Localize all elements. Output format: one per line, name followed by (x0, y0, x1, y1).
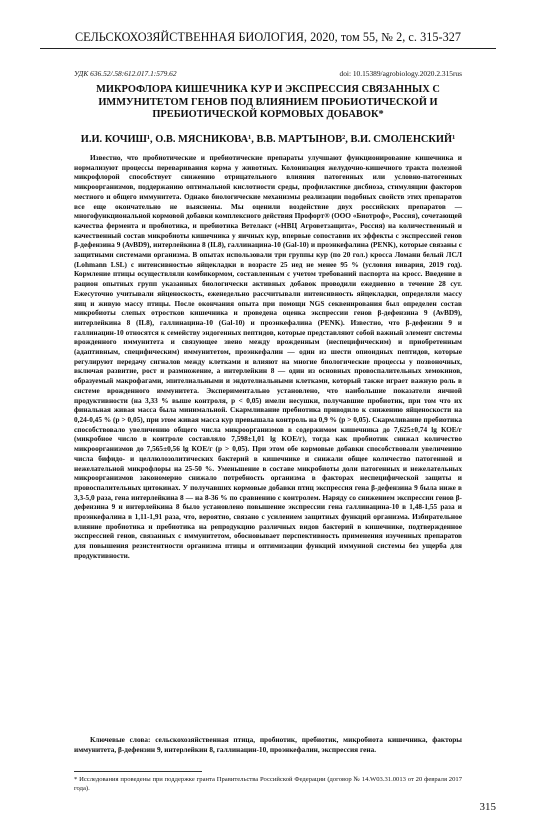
article-title: МИКРОФЛОРА КИШЕЧНИКА КУР И ЭКСПРЕССИЯ СВЯЗАННЫХ С ИММУНИТЕТОМ ГЕНОВ ПОД ВЛИЯНИЕМ ПРОБИОТИЧЕСКОЙ И ПРЕБИОТИЧЕСКОЙ КОРМОВЫХ ДОБАВОК* (96, 84, 440, 121)
footnote-rule (74, 771, 202, 772)
article-abstract: Известно, что пробиотические и пребиотические препараты улучшают функционирование кишечника и нормализуют процессы переваривания корма у животных. Колонизация желудочно-кишечного тракта полезной микрофлорой способствует снижению отрицательного влияния патогенных или условно-патогенных микроорганизмов, поддержанию оптимальной кислотности среды, профилактике дисбиоза, стимуляции факторов местного и общего иммунитета. Однако биологические механизмы реализации подобных свойств этих препаратов все еще окончательно не выяснены. Мы оценили воздействие двух российских препаратов — многофункциональной кормовой добавки комплексного действия Профорт® (ООО «Биотроф», Россия), сочетающей качества фермента и пробиотика, и пребиотика Ветелакт («НВЦ Агроветзащита», Россия) на количественный и качественный состав микробиоты кишечника у яичных кур, впервые сопоставив их эффекты с экспрессией генов β-дефензина 9 (AvBD9), интерлейкина 8 (IL8), галлинацина-10 (Gal-10) и проэнкефалина (PENK), которые связаны с защитными системами организма. В опытах использовали три группы кур (по 20 гол.) кросса Ломанн белый ЛСЛ (Lohmann LSL) с интенсивностью яйцекладки в возрасте 25 нед не менее 95 % (условия вивария, 2019 год). Кормление птицы осуществляли комбикормом, составленным с учетом требований паспорта на кросс. Введение в рацион опытных групп указанных биологически активных добавок проводили ежедневно в течение 28 сут. Ежесуточно учитывали яйценоскость, еженедельно рассчитывали интенсивность яйцекладки, определяли массу яиц и живую массу птицы. После окончания опыта при помощи NGS секвенирования был определен состав микробиоты слепых отростков кишечника и проведена оценка экспрессии генов β-дефензина 9 (AvBD9), интерлейкина 8 (IL8), галлинацина-10 (Gal-10) и проэнкефалина (PENK). Известно, что β-дефензин 9 и галлинацин-10 относятся к семейству эндогенных пептидов, которые представляют собой важный элемент системы врожденного иммунитета и связующее звено между врожденным (неспецифическим) и приобретенным (адаптивным, специфическим) иммунитетом, проэнкефалин — один из шести опиоидных пептидов, которые регулируют передачу сигналов между клетками и влияют на многие биологические процессы у позвоночных, включая развитие, рост и размножение, а интерлейкин 8 — один из основных провоспалительных хемокинов, образуемый макрофагами, эпителиальными и эндотелиальными клетками, который также играет важную роль в системе врожденного иммунитета. Экспериментально установлено, что наибольшие показатели яичной продуктивности (на 3,33 % выше контроля, р < 0,05) имели несушки, получавшие пробиотик, при том что их финальная живая масса была минимальной. Скармливание пребиотика приводило к снижению яйценоскости на 0,24-0,45 % (р > 0,05), при этом живая масса кур превышала контроль на 0,9 % (р > 0,05). Скармливание пребиотика способствовало увеличению общего числа микроорганизмов в содержимом кишечника до 7,625±0,74 lg КОЕ/г (микробное число в контроле составляло 7,598±1,01 lg КОЕ/г), тогда как пробиотик снижал количество микроорганизмов до 7,565±0,56 lg КОЕ/г (р > 0,05). При этом обе кормовые добавки способствовали увеличению числа бифидо- и целлюлозолитических бактерий в кишечнике и снижали общее количество патогенной и нежелательной микрофлоры на 25-50 %. Уменьшение в составе микробиоты доли патогенных и нежелательных микроорганизмов закономерно снижало потребность организма в факторах неспецифической защиты и провоспалительных цитокинах. У получавших кормовые добавки птиц экспрессия гена β-дефензина 9 была ниже в 3,3-5,0 раза, гена интерлейкина 8 — на 8-36 % по сравнению с контролем. Наряду со снижением экспрессии генов β-дефензина 9 и интерлейкина 8 было установлено повышение экспрессии гена галлинацина-10 в 1,48-1,55 раза и проэнкефалина в 1,11-1,91 раза, что, вероятно, связано с усилением защитных функций организма. Избирательное влияние пробиотика и пребиотика на репродукцию различных видов бактерий в кишечнике, подтвержденное экспрессией генов, связанных с иммунитетом, обосновывает перспективность применения изученных препаратов для повышения резистентности организма птицы и оптимизации функций иммунной системы без ущерба для продуктивности. (74, 153, 462, 560)
udk-code: УДК 636.52/.58:612.017.1:579.62 (74, 69, 177, 78)
doi-link[interactable]: doi: 10.15389/agrobiology.2020.2.315rus (339, 69, 462, 78)
article-authors: И.И. КОЧИШ¹, О.В. МЯСНИКОВА¹, В.В. МАРТЫНОВ², В.И. СМОЛЕНСКИЙ¹ (80, 134, 456, 145)
article-keywords: Ключевые слова: сельскохозяйственная птица, пробиотик, пребиотик, микробиота кишечника, факторы иммунитета, β-дефензин 9, интерлейкин 8, галлинацин-10, проэнкефалин, экспрессия гена. (74, 735, 462, 754)
page-number: 315 (479, 801, 496, 813)
running-head: СЕЛЬСКОХОЗЯЙСТВЕННАЯ БИОЛОГИЯ, 2020, том 55, № 2, с. 315-327 (74, 30, 462, 44)
footnote: * Исследования проведены при поддержке гранта Правительства Российской Федерации (договор № 14.W03.31.0013 от 20 февраля 2017 года). (74, 776, 462, 792)
article-meta (74, 69, 462, 78)
header-rule (40, 48, 496, 49)
